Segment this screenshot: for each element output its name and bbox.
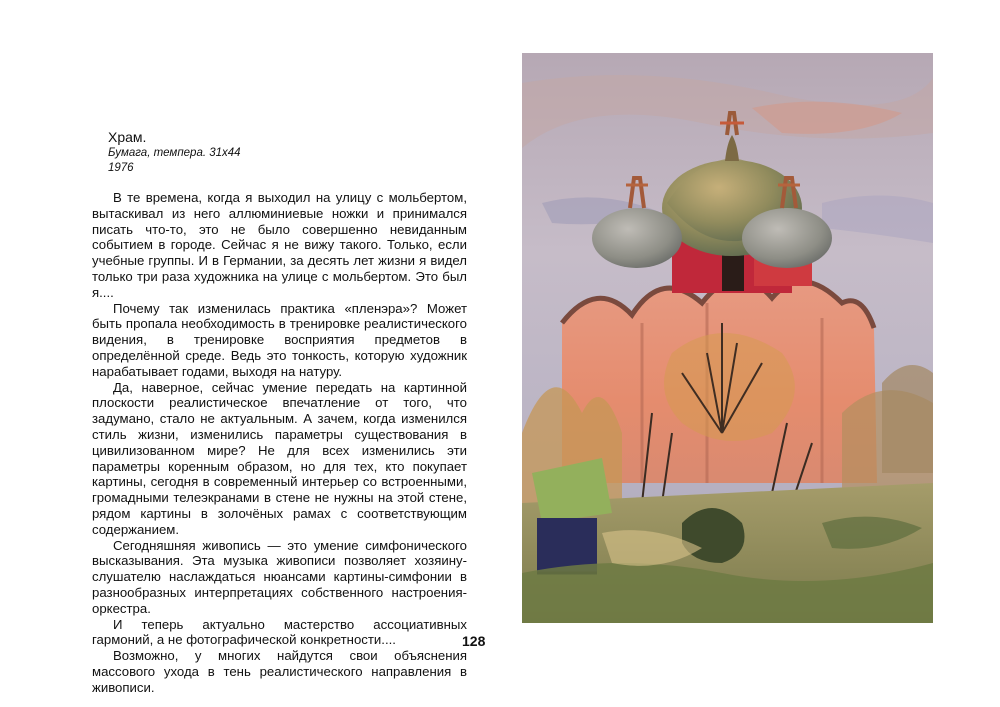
artwork-medium: Бумага, темпера. 31х44 — [108, 147, 241, 159]
paragraph: И теперь актуально мастерство ассоциативных гармоний, а не фотографической конкретности.... — [92, 616, 467, 648]
paragraph: Да, наверное, сейчас умение передать на картинной плоскости реалистическое впечатление от того, что задумано, стало не актуальным. А зачем, когда изменился стиль жизни, изменились параметры существования в цивилизованном мире? Не для всех изменились эти параметры коренным образом, но для тех, кто покупает картины, сегодня в современный интерьер со встроенными, громадными телеэкранами в стене не нужны на этой стене, рядом картины в золочёных рамах с соответствующим содержанием. — [92, 379, 467, 537]
paragraph: Сегодняшняя живопись — это умение симфонического высказывания. Эта музыка живописи позволяет хозяину-слушателю наслаждаться нюансами картины-симфонии в разнообразных интерпретациях собственного настроения-оркестра. — [92, 537, 467, 616]
paragraph: Возможно, у многих найдутся свои объяснения массового ухода в тень реалистического направления в живописи. — [92, 648, 467, 695]
paragraph: В те времена, когда я выходил на улицу с мольбертом, вытаскивал из него аллюминиевые ножки и принимался писать что-то, это не было совершенно невиданным событием в городе. Сейчас я не вижу такого. Только, если учебные группы. И в Германии, за десять лет жизни я видел только три раза художника на улице с мольбертом. Это был я.... — [92, 190, 467, 300]
artwork-year: 1976 — [108, 162, 134, 174]
church-painting — [522, 53, 933, 623]
artwork-title: Храм. — [108, 129, 147, 145]
page-number: 128 — [462, 633, 486, 649]
painting-canvas — [522, 53, 933, 623]
artwork-caption — [108, 128, 241, 176]
body-text — [92, 190, 467, 696]
paragraph: Почему так изменилась практика «пленэра»? Может быть пропала необходимость в тренировке реалистического видения, в тренировке восприятия предметов в определённой среде. Ведь это тонкость, которую художник нарабатывает годами, выходя на натуру. — [92, 300, 467, 379]
